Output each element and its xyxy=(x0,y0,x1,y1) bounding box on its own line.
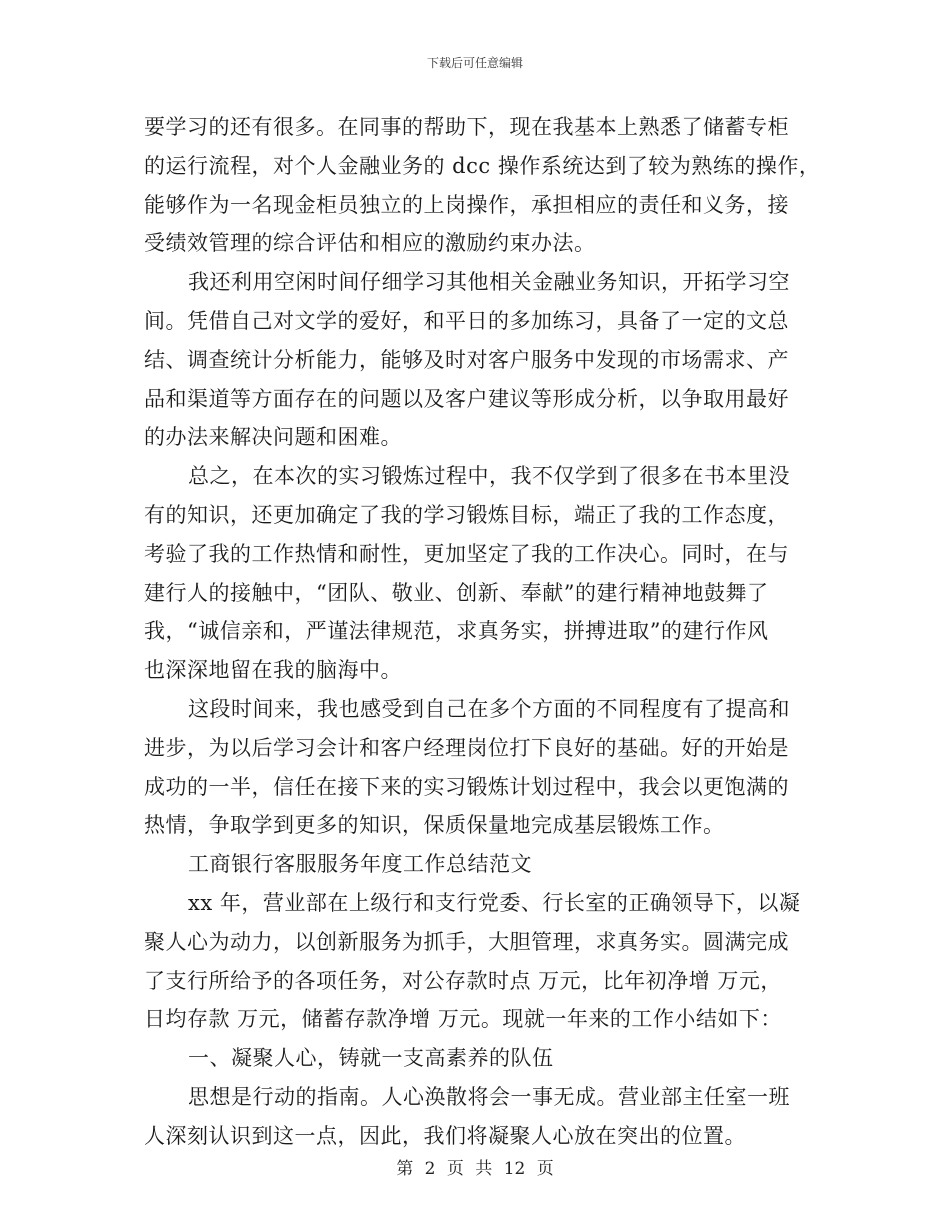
text-line: 的办法来解决问题和困难。 xyxy=(144,425,402,450)
text-line: 间。凭借自己对文学的爱好，和平日的多加练习，具备了一定的文总 xyxy=(144,308,789,333)
text-line: 工商银行客服服务年度工作总结范文 xyxy=(188,852,532,877)
text-line: 思想是行动的指南。人心涣散将会一事无成。营业部主任室一班 xyxy=(188,1084,790,1109)
text-line: 的运行流程，对个人金融业务的 dcc 操作系统达到了较为熟练的操作， xyxy=(144,153,821,178)
text-line: 有的知识，还更加确定了我的学习锻炼目标，端正了我的工作态度， xyxy=(144,502,789,527)
text-line: 人深刻认识到这一点，因此，我们将凝聚人心放在突出的位置。 xyxy=(144,1123,746,1148)
text-line: 了支行所给予的各项任务，对公存款时点 万元，比年初净增 万元， xyxy=(144,968,782,993)
text-line: 考验了我的工作热情和耐性，更加坚定了我的工作决心。同时，在与 xyxy=(144,541,789,566)
text-line: 成功的一半，信任在接下来的实习锻炼计划过程中，我会以更饱满的 xyxy=(144,774,789,799)
text-line: 我还利用空闲时间仔细学习其他相关金融业务知识，开拓学习空 xyxy=(188,270,790,295)
text-line: 受绩效管理的综合评估和相应的激励约束办法。 xyxy=(144,231,596,256)
text-line: 也深深地留在我的脑海中。 xyxy=(144,658,402,683)
text-line: 聚人心为动力，以创新服务为抓手，大胆管理，求真务实。圆满完成 xyxy=(144,929,789,954)
page-header: 下载后可任意编辑 xyxy=(426,56,523,70)
page-footer: 第 2 页 共 12 页 xyxy=(396,1159,554,1179)
text-line: 总之，在本次的实习锻炼过程中，我不仅学到了很多在书本里没 xyxy=(188,464,790,489)
text-line: 一、凝聚人心，铸就一支高素养的队伍 xyxy=(188,1046,554,1071)
text-line: 这段时间来，我也感受到自己在多个方面的不同程度有了提高和 xyxy=(188,696,790,721)
text-line: 建行人的接触中，“团队、敬业、创新、奉献”的建行精神地鼓舞了 xyxy=(144,580,769,605)
text-line: 要学习的还有很多。在同事的帮助下，现在我基本上熟悉了储蓄专柜 xyxy=(144,115,789,139)
text-line: xx 年，营业部在上级行和支行党委、行长室的正确领导下，以凝 xyxy=(188,890,801,915)
text-line: 能够作为一名现金柜员独立的上岗操作，承担相应的责任和义务，接 xyxy=(144,192,789,217)
text-line: 进步，为以后学习会计和客户经理岗位打下良好的基础。好的开始是 xyxy=(144,735,789,760)
text-line: 日均存款 万元，储蓄存款净增 万元。现就一年来的工作小结如下： xyxy=(144,1007,782,1032)
text-line: 结、调查统计分析能力，能够及时对客户服务中发现的市场需求、产 xyxy=(144,347,789,372)
text-line: 我，“诚信亲和，严谨法律规范，求真务实，拼搏进取”的建行作风 xyxy=(144,619,769,644)
document-body xyxy=(144,108,821,1156)
text-line: 热情，争取学到更多的知识，保质保量地完成基层锻炼工作。 xyxy=(144,813,725,838)
text-line: 品和渠道等方面存在的问题以及客户建议等形成分析，以争取用最好 xyxy=(144,386,789,411)
